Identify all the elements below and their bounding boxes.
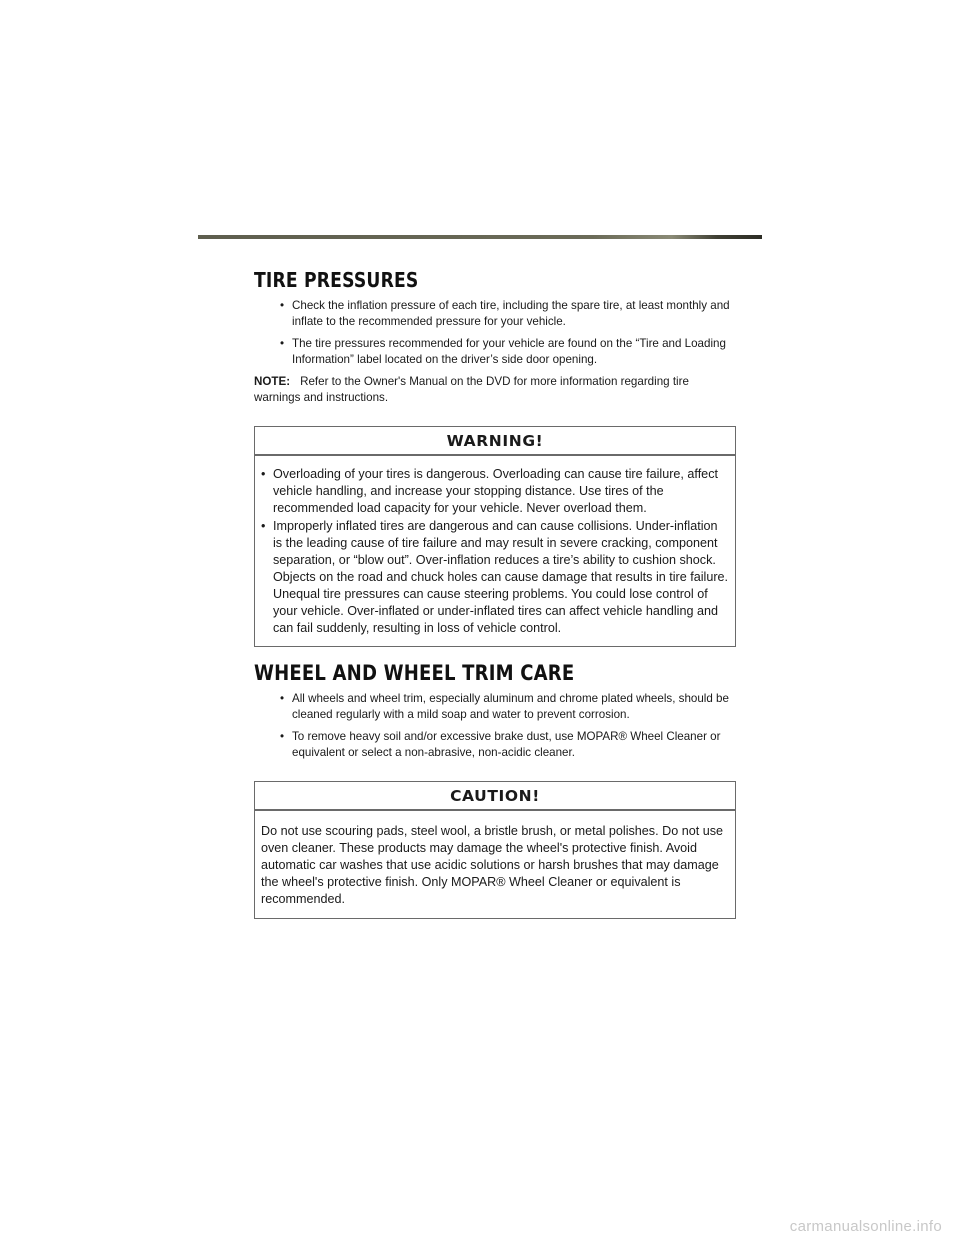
list-item: • The tire pressures recommended for your vehicle are found on the “Tire and Loading Information” label located on the driver’s side door opening.: [280, 336, 736, 368]
list-item: • To remove heavy soil and/or excessive brake dust, use MOPAR® Wheel Cleaner or equivalent or select a non-abrasive, non-acidic cleaner.: [280, 729, 736, 761]
caution-text: Do not use scouring pads, steel wool, a bristle brush, or metal polishes. Do not use oven cleaner. These products may damage the wheel's protective finish. Avoid automatic car washes that use acidic solutions or harsh brushes that may damage the wheel's protective finish. Only MOPAR® Wheel Cleaner or equivalent is recommended.: [261, 824, 724, 906]
header-rule: [198, 235, 762, 239]
caution-box: [254, 781, 736, 919]
watermark: carmanualsonline.info: [789, 1218, 942, 1235]
warning-list: [255, 456, 735, 646]
wheel-care-heading: WHEEL AND WHEEL TRIM CARE: [254, 661, 575, 685]
tire-pressures-section: [254, 268, 736, 406]
note-text: Refer to the Owner's Manual on the DVD for more information regarding tire warnings and instructions.: [254, 375, 689, 404]
page-content: [254, 268, 736, 919]
note-label: NOTE:: [254, 375, 291, 388]
warning-box: [254, 426, 736, 647]
wheel-care-list: [280, 691, 736, 761]
list-item: • All wheels and wheel trim, especially aluminum and chrome plated wheels, should be cleaned regularly with a mild soap and water to prevent corrosion.: [280, 691, 736, 723]
tire-pressures-heading: TIRE PRESSURES: [254, 268, 419, 292]
warning-title: WARNING!: [255, 427, 735, 456]
list-item: • Improperly inflated tires are dangerous and can cause collisions. Under-inflation is the leading cause of tire failure and may result in severe cracking, component separation, or “blow out”. Over-inflation reduces a tire’s ability to cushion shock. Objects on the road and chuck holes can cause damage that results in tire failure. Unequal tire pressures can cause steering problems. You could lose control of your vehicle. Over-inflated or under-inflated tires can affect vehicle handling and can fail suddenly, resulting in loss of vehicle control.: [261, 518, 729, 637]
note: [254, 374, 736, 406]
wheel-care-section: [254, 661, 736, 761]
list-item: • Check the inflation pressure of each tire, including the spare tire, at least monthly and inflate to the recommended pressure for your vehicle.: [280, 298, 736, 330]
list-item: • Overloading of your tires is dangerous. Overloading can cause tire failure, affect vehicle handling, and increase your stopping distance. Use tires of the recommended load capacity for your vehicle. Never overload them.: [261, 466, 729, 517]
tire-pressures-list: [280, 298, 736, 368]
caution-title: CAUTION!: [255, 782, 735, 811]
